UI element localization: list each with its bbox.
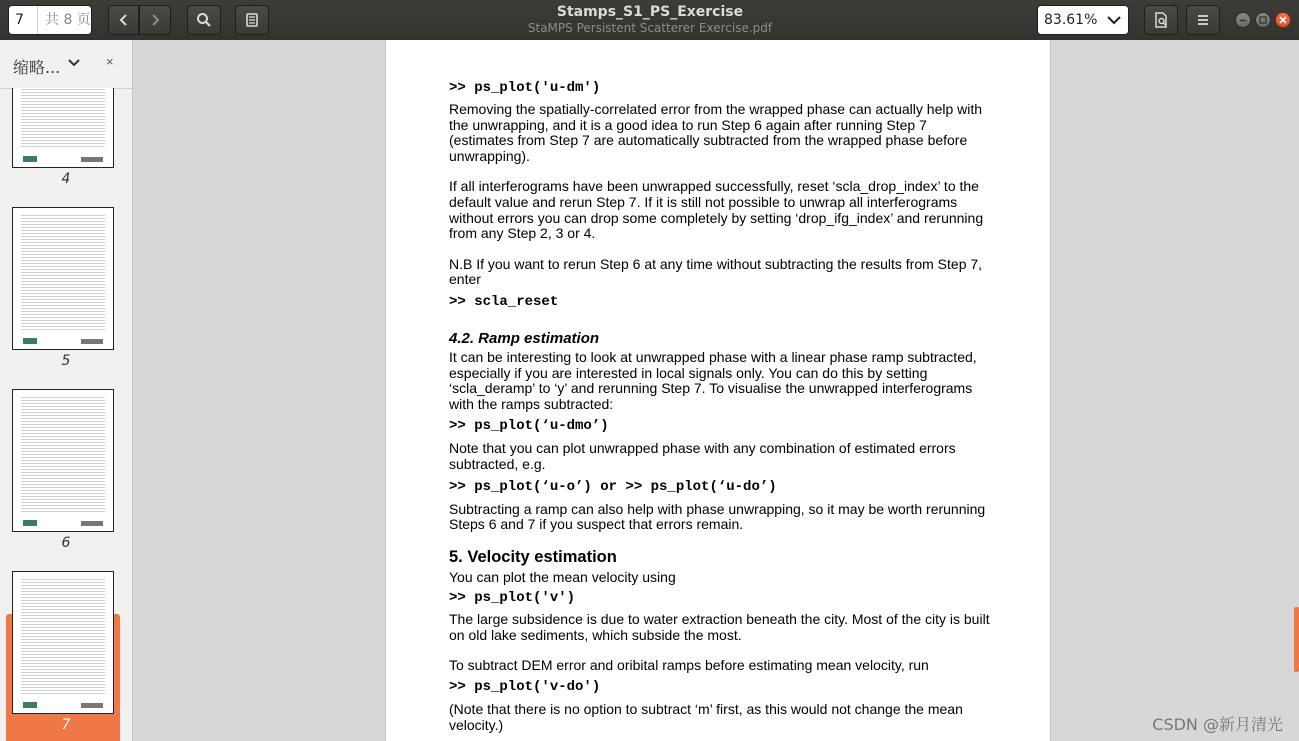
zoom-select[interactable]	[1037, 5, 1129, 35]
code-line: >> ps_plot('u-dm')	[449, 80, 601, 96]
thumbnail-logo	[81, 521, 103, 526]
search-button[interactable]	[187, 5, 221, 35]
paragraph: Note that you can plot unwrapped phase with any combination of estimated errors subtracted, e.g.	[449, 440, 956, 472]
window-subtitle: StaMPS Persistent Scatterer Exercise.pdf	[527, 21, 773, 35]
annotations-icon	[244, 12, 260, 28]
document-properties-icon	[1153, 12, 1169, 28]
paragraph: Removing the spatially-correlated error from the wrapped phase can actually help with the unwrapping, and it is a good idea to run Step 6 again after running Step 7 (estimates from Step 7 are automatically subtracted from the wrapped phase before unwrapping).	[449, 101, 983, 164]
page-number-field[interactable]	[8, 5, 92, 35]
thumbnail-logo	[81, 339, 103, 344]
page-thumbnail-7[interactable]	[12, 571, 114, 714]
thumbnail-logo	[23, 702, 37, 708]
zoom-value: 83.61%	[1044, 12, 1098, 28]
code-line: >> ps_plot(‘u-o’) or >> ps_plot(‘u-do’)	[449, 478, 777, 495]
paragraph: N.B If you want to rerun Step 6 at any time without subtracting the results from Step 7, enter	[449, 255, 983, 288]
paragraph: (Note that there is no option to subtract ‘m’ first, as this would not change the mean velocity.)	[449, 701, 963, 733]
close-window-button[interactable]	[1275, 12, 1291, 28]
pdf-page	[385, 40, 1051, 741]
thumbnail-sidebar	[0, 40, 133, 741]
paragraph: If all interferograms have been unwrapped successfully, reset ‘scla_drop_index’ to the default value and rerun Step 7. If it is still not possible to unwrap all interferograms without errors you can drop some completely by setting ‘drop_ifg_index’ and rerunning from any Step 2, 3 or 4.	[449, 178, 984, 242]
code-line: >> ps_plot('v-do')	[449, 679, 601, 696]
previous-page-button[interactable]	[108, 5, 139, 35]
chevron-left-icon	[117, 13, 131, 27]
document-view[interactable]	[134, 40, 1299, 741]
page-thumbnail-5[interactable]	[12, 207, 114, 350]
chevron-down-icon	[1103, 6, 1125, 34]
search-icon	[196, 12, 212, 28]
thumbnail-text-preview	[21, 88, 105, 149]
page-thumbnail-4[interactable]	[12, 88, 114, 168]
maximize-icon	[1256, 13, 1270, 27]
document-properties-button[interactable]	[1144, 5, 1178, 35]
thumbnail-label: 5	[61, 353, 71, 369]
chevron-down-icon[interactable]	[67, 56, 81, 70]
sidebar-header	[0, 40, 132, 89]
close-sidebar-button[interactable]: ×	[106, 54, 114, 69]
next-page-button[interactable]	[139, 5, 171, 35]
thumbnail-text-preview	[21, 214, 105, 331]
close-icon	[1276, 13, 1290, 27]
scroll-indicator[interactable]	[1294, 607, 1299, 672]
paragraph: It can be interesting to look at unwrapped phase with a linear phase ramp subtracted, especially if you are interested in local signals only. You can do this by setting ‘scla_deramp’ to ‘y’ and rerunning Step 7. To visualise the unwrapped interferograms with the ramps subtracted:	[449, 348, 977, 412]
paragraph: Subtracting a ramp can also help with phase unwrapping, so it may be worth rerunning Steps 6 and 7 if you suspect that errors remain.	[449, 500, 986, 533]
thumbnail-logo	[23, 156, 37, 162]
thumbnail-text-preview	[21, 396, 105, 513]
hamburger-menu-icon	[1196, 13, 1210, 27]
total-pages-label: 共 8 页	[45, 12, 91, 28]
current-page-input[interactable]: 7	[9, 6, 38, 34]
thumbnail-logo	[81, 703, 103, 708]
page-content	[449, 80, 994, 733]
minimize-button[interactable]	[1235, 12, 1251, 28]
code-line: >> ps_plot('v')	[449, 590, 576, 607]
maximize-button[interactable]	[1255, 12, 1271, 28]
section-heading: 5. Velocity estimation	[449, 547, 617, 566]
paragraph: You can plot the mean velocity using	[449, 568, 676, 585]
chevron-right-icon	[148, 13, 162, 27]
paragraph: The large subsidence is due to water extraction beneath the city. Most of the city is built on old lake sediments, which subside the most.	[449, 611, 990, 643]
watermark: CSDN @新月清光	[1152, 715, 1283, 734]
thumbnail-label: 4	[61, 171, 71, 187]
code-line: >> ps_plot(‘u-dmo’)	[449, 418, 609, 435]
code-line: >> scla_reset	[449, 293, 559, 310]
page-thumbnail-6[interactable]	[12, 389, 114, 532]
paragraph: To subtract DEM error and oribital ramps before estimating mean velocity, run	[449, 657, 929, 674]
thumbnail-text-preview	[21, 578, 105, 695]
thumbnail-logo	[81, 157, 103, 162]
thumbnail-label: 7	[61, 717, 71, 733]
annotations-button[interactable]	[235, 5, 269, 35]
thumbnail-list[interactable]	[0, 88, 132, 741]
thumbnail-logo	[23, 338, 37, 344]
title-bar	[0, 0, 1299, 40]
thumbnail-logo	[23, 520, 37, 526]
thumbnail-label: 6	[61, 535, 71, 551]
menu-button[interactable]	[1186, 5, 1220, 35]
sidebar-mode-label[interactable]: 缩略...	[13, 58, 61, 77]
window-title: Stamps_S1_PS_Exercise	[556, 4, 744, 20]
minimize-icon	[1236, 13, 1250, 27]
section-heading: 4.2. Ramp estimation	[449, 329, 600, 347]
